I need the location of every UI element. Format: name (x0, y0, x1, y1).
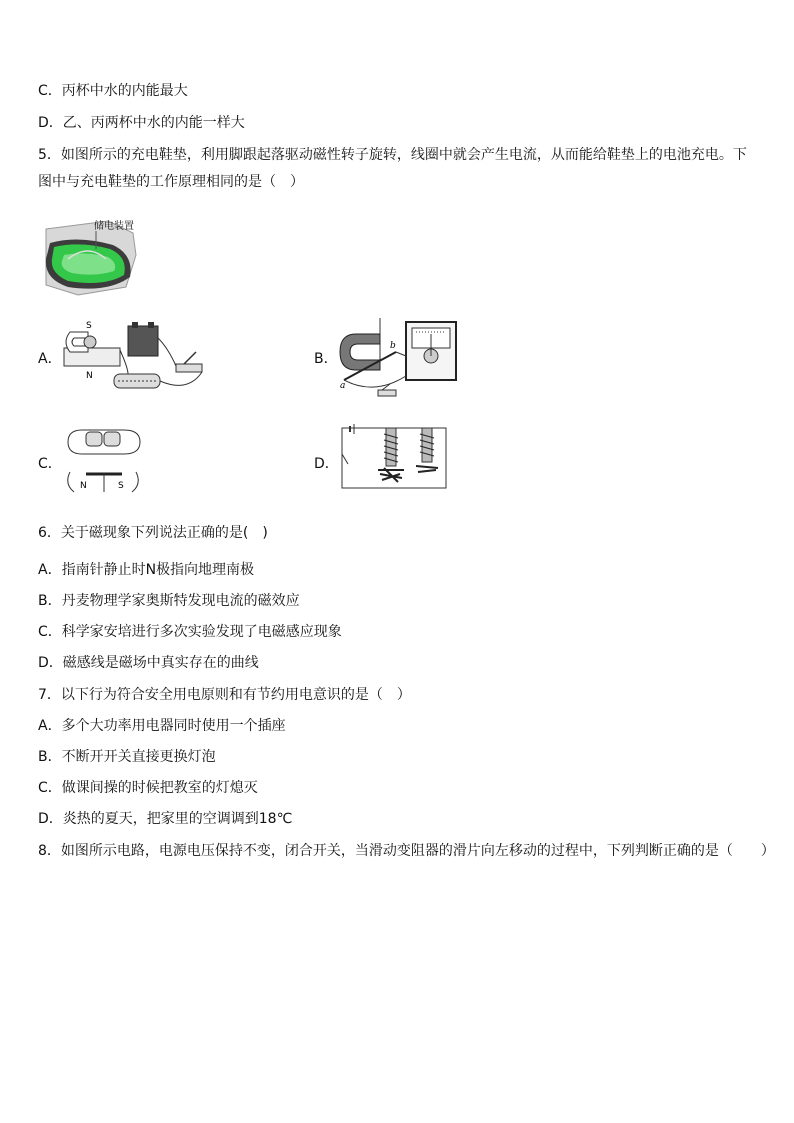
fig-c-n: N (80, 481, 87, 491)
galvanometer-figure (334, 316, 460, 400)
electromagnet-figure (338, 424, 450, 492)
q7-option-a: A．多个大功率用电器同时使用一个插座 (38, 718, 286, 734)
q6-option-a: A．指南针静止时N极指向地理南极 (38, 562, 255, 578)
q7-option-c: C．做课间操的时候把教室的灯熄灭 (38, 780, 258, 796)
fig-b-b: b (390, 341, 396, 351)
motor-circuit-figure (58, 318, 208, 400)
q5-option-c-label: C． (38, 456, 62, 472)
fig-a-s: S (86, 321, 92, 331)
q6-option-b: B．丹麦物理学家奥斯特发现电流的磁效应 (38, 593, 300, 609)
oersted-figure (60, 422, 146, 502)
q7-option-b: B．不断开开关直接更换灯泡 (38, 749, 216, 765)
q6-option-c: C．科学家安培进行多次实验发现了电磁感应现象 (38, 624, 342, 640)
q5-option-a-label: A． (38, 351, 62, 367)
q8-stem: 8．如图所示电路，电源电压保持不变，闭合开关，当滑动变阻器的滑片向左移动的过程中，下列判断正确的是（ ） (38, 843, 775, 859)
q5-option-d-label: D． (314, 456, 339, 472)
q5-stem: 5．如图所示的充电鞋垫，利用脚跟起落驱动磁性转子旋转，线圈中就会产生电流，从而能给鞋垫上的电池充电。下图中与充电鞋垫的工作原理相同的是（ ） (38, 147, 747, 190)
charging-insole-figure (38, 215, 143, 303)
q4-option-d: D．乙、丙两杯中水的内能一样大 (38, 115, 245, 131)
q6-option-d: D．磁感线是磁场中真实存在的曲线 (38, 655, 259, 671)
fig-c-s: S (118, 481, 124, 491)
q6-stem: 6．关于磁现象下列说法正确的是( ) (38, 525, 268, 541)
q4-option-c: C．丙杯中水的内能最大 (38, 83, 188, 99)
fig-a-n: N (86, 371, 93, 381)
q7-stem: 7．以下行为符合安全用电原则和有节约用电意识的是（ ） (38, 687, 411, 703)
fig-b-a: a (340, 381, 346, 391)
q5-option-b-label: B． (314, 351, 338, 367)
q7-option-d: D．炎热的夏天，把家里的空调调到18℃ (38, 811, 293, 827)
storage-device-label: 储电装置 (94, 221, 134, 232)
